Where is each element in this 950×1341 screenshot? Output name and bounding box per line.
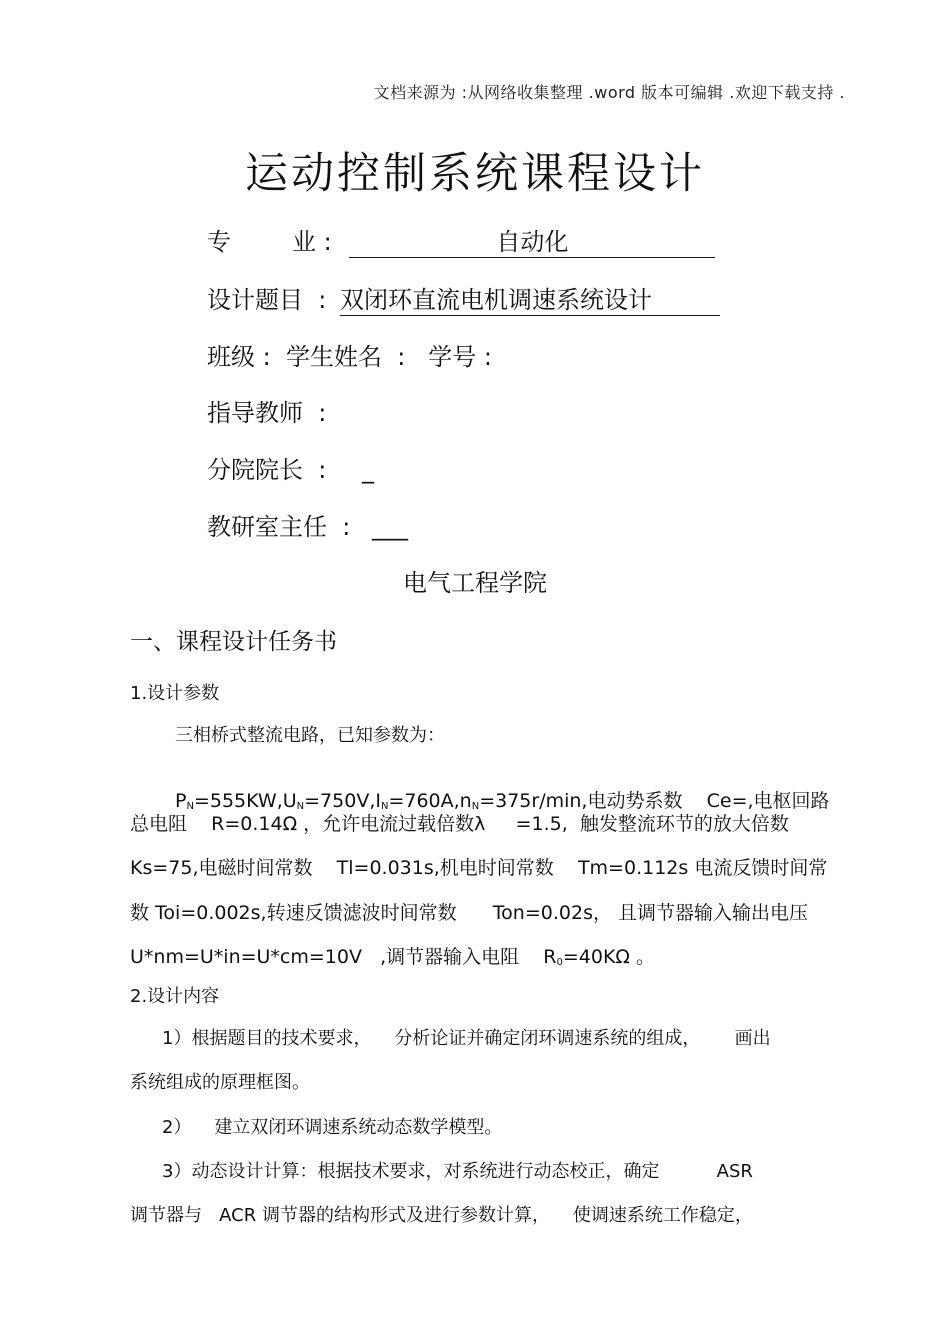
director-label: 教研室主任 : bbox=[207, 513, 351, 541]
param-line-5 bbox=[130, 942, 655, 969]
param-p-val: =555KW,U bbox=[193, 790, 297, 812]
dean-value: _ bbox=[361, 456, 374, 484]
param-rest: 电动势系数 Ce=,电枢回路 bbox=[587, 790, 830, 812]
class-student-line: 班级 : 学生姓名 : 学号 : bbox=[207, 343, 492, 371]
advisor-field: 指导教师 : bbox=[207, 399, 327, 427]
param-line-1 bbox=[175, 764, 830, 813]
param-line-5-b: =40KΩ 。 bbox=[562, 946, 655, 968]
dean-field bbox=[207, 450, 374, 485]
param-u-val: =750V,I bbox=[304, 790, 381, 812]
content-1-line-2: 系统组成的原理框图。 bbox=[130, 1072, 310, 1093]
intro-line: 三相桥式整流电路，已知参数为： bbox=[175, 725, 445, 746]
major-label: 专 业 : bbox=[207, 228, 332, 256]
param-i-sub: N bbox=[380, 801, 389, 812]
param-n-sub: N bbox=[471, 801, 480, 812]
topic-value: 双闭环直流电机调速系统设计 bbox=[340, 280, 720, 316]
param-line-3: Ks=75,电磁时间常数 Tl=0.031s,机电时间常数 Tm=0.112s 电流反馈时间常 bbox=[130, 857, 828, 879]
param-line-5-a: U*nm=U*in=U*cm=10V ,调节器输入电阻 R bbox=[130, 946, 557, 968]
content-3-line-1: 3）动态设计计算：根据技术要求，对系统进行动态校正，确定 ASR bbox=[162, 1161, 753, 1182]
header-note: 文档来源为 :从网络收集整理 .word 版本可编辑 .欢迎下载支持 . bbox=[373, 83, 845, 102]
param-line-4: 数 Toi=0.002s,转速反馈滤波时间常数 Ton=0.02s， 且调节器输入输出电压 bbox=[130, 902, 809, 924]
subheading-content: 2.设计内容 bbox=[130, 986, 220, 1007]
param-p: P bbox=[175, 790, 187, 812]
topic-field bbox=[207, 280, 720, 316]
param-r-sub: 0 bbox=[556, 957, 563, 968]
param-n-val: =375r/min, bbox=[479, 790, 588, 812]
param-p-sub: N bbox=[186, 801, 194, 812]
topic-label: 设计题目 : bbox=[207, 286, 327, 314]
content-2: 2） 建立双闭环调速系统动态数学模型。 bbox=[162, 1117, 503, 1138]
director-field bbox=[207, 507, 408, 542]
param-i-val: =760A,n bbox=[388, 790, 472, 812]
college-name: 电气工程学院 bbox=[403, 569, 547, 597]
subheading-params: 1.设计参数 bbox=[130, 683, 220, 704]
content-3-line-2: 调节器与 ACR 调节器的结构形式及进行参数计算， 使调速系统工作稳定， bbox=[130, 1205, 753, 1226]
major-value: 自动化 bbox=[349, 222, 715, 258]
major-field bbox=[207, 222, 715, 258]
page-title: 运动控制系统课程设计 bbox=[245, 149, 705, 199]
content-1-line-1: 1）根据题目的技术要求， 分析论证并确定闭环调速系统的组成， 画出 bbox=[162, 1028, 771, 1049]
dean-label: 分院院长 : bbox=[207, 456, 327, 484]
director-value: ___ bbox=[371, 513, 408, 541]
section-heading: 一、课程设计任务书 bbox=[130, 629, 337, 655]
param-u-sub: N bbox=[296, 801, 305, 812]
param-line-2: 总电阻 R=0.14Ω ，允许电流过载倍数λ =1.5, 触发整流环节的放大倍数 bbox=[130, 813, 789, 835]
